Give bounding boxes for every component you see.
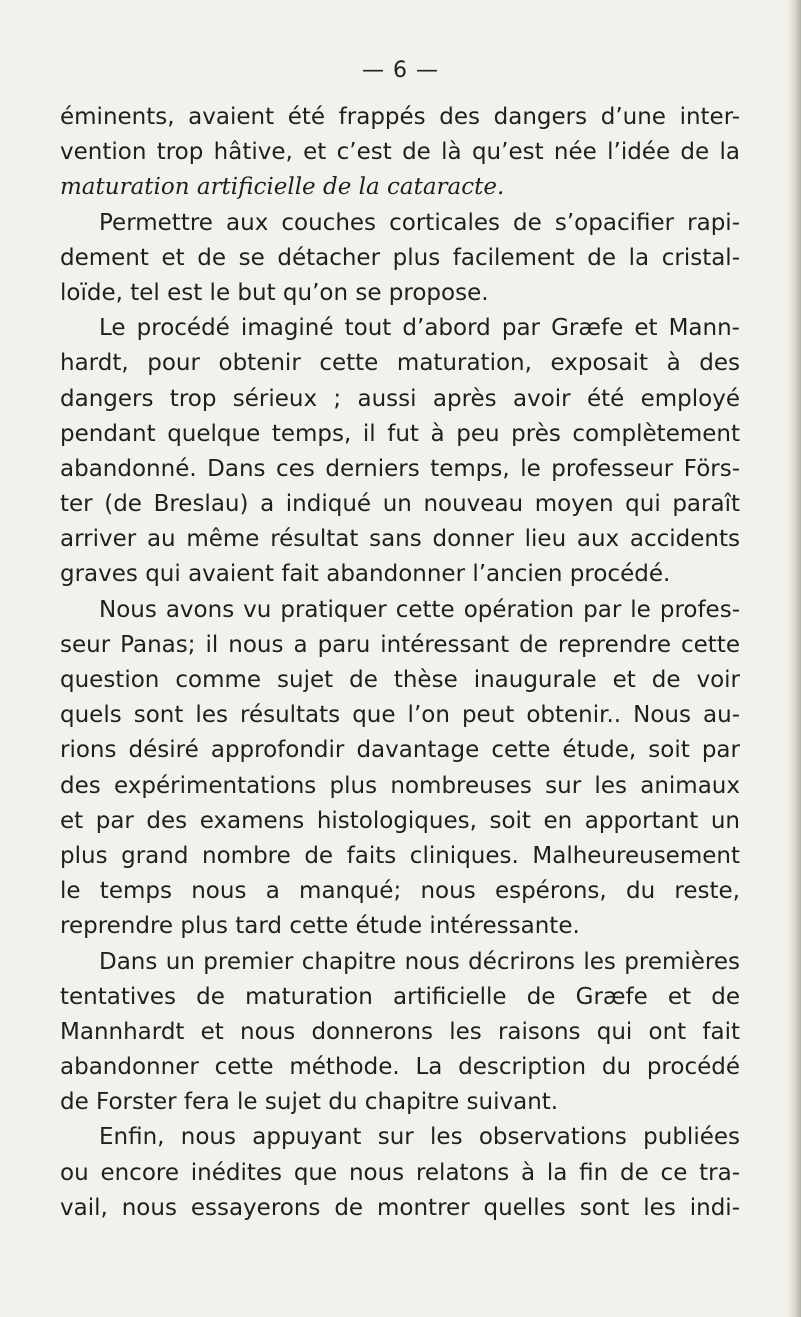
text-line: hardt, pour obtenir cette maturation, exposait à des <box>60 350 740 377</box>
page-edge-shadow <box>787 0 801 1317</box>
text-line: tentatives de maturation artificielle de Græfe et de <box>60 983 740 1010</box>
text-line: quels sont les résultats que l’on peut obtenir.. Nous au- <box>60 702 740 729</box>
text-line: maturation artificielle de la cataracte. <box>60 174 505 201</box>
text-line: abandonner cette méthode. La description du procédé <box>60 1054 740 1081</box>
text-line: seur Panas; il nous a paru intéressant de reprendre cette <box>60 631 740 658</box>
text-line: abandonné. Dans ces derniers temps, le professeur Förs- <box>60 455 740 482</box>
text-line: pendant quelque temps, il fut à peu près complètement <box>60 420 740 447</box>
text-line: et par des examens histologiques, soit en apportant un <box>60 807 740 834</box>
text-line: graves qui avaient fait abandonner l’ancien procédé. <box>60 561 671 588</box>
text-line: loïde, tel est le but qu’on se propose. <box>60 279 489 306</box>
page-number: — 6 — <box>362 58 439 83</box>
text-line: Nous avons vu pratiquer cette opération par le profes- <box>99 596 740 623</box>
text-line: Permettre aux couches corticales de s’opacifier rapi- <box>99 209 740 236</box>
text-line: question comme sujet de thèse inaugurale et de voir <box>60 667 740 693</box>
text-line: reprendre plus tard cette étude intéressante. <box>60 913 580 940</box>
text-line: Dans un premier chapitre nous décrirons les premières <box>99 948 740 975</box>
text-line: Mannhardt et nous donnerons les raisons qui ont fait <box>60 1018 740 1045</box>
body-text <box>60 100 740 1226</box>
text-line: dangers trop sérieux ; aussi après avoir été employé <box>60 385 740 412</box>
text-line: le temps nous a manqué; nous espérons, du reste, <box>60 878 740 905</box>
text-line: ter (de Breslau) a indiqué un nouveau moyen qui paraît <box>60 491 740 518</box>
text-line: plus grand nombre de faits cliniques. Malheureusement <box>60 842 740 869</box>
text-line: vail, nous essayerons de montrer quelles sont les indi- <box>60 1194 740 1221</box>
text-line: vention trop hâtive, et c’est de là qu’est née l’idée de la <box>60 139 740 166</box>
text-line: de Forster fera le sujet du chapitre suivant. <box>60 1089 559 1116</box>
text-line: des expérimentations plus nombreuses sur les animaux <box>60 772 740 799</box>
text-line: ou encore inédites que nous relatons à la fin de ce tra- <box>60 1159 740 1186</box>
text-line: Le procédé imaginé tout d’abord par Græfe et Mann- <box>99 315 740 342</box>
text-line: Enfin, nous appuyant sur les observations publiées <box>99 1124 740 1151</box>
text-line: arriver au même résultat sans donner lieu aux accidents <box>60 526 740 553</box>
text-line: dement et de se détacher plus facilement de la cristal- <box>60 244 740 271</box>
text-line: rions désiré approfondir davantage cette étude, soit par <box>60 737 740 764</box>
text-line: éminents, avaient été frappés des dangers d’une inter- <box>60 104 740 130</box>
